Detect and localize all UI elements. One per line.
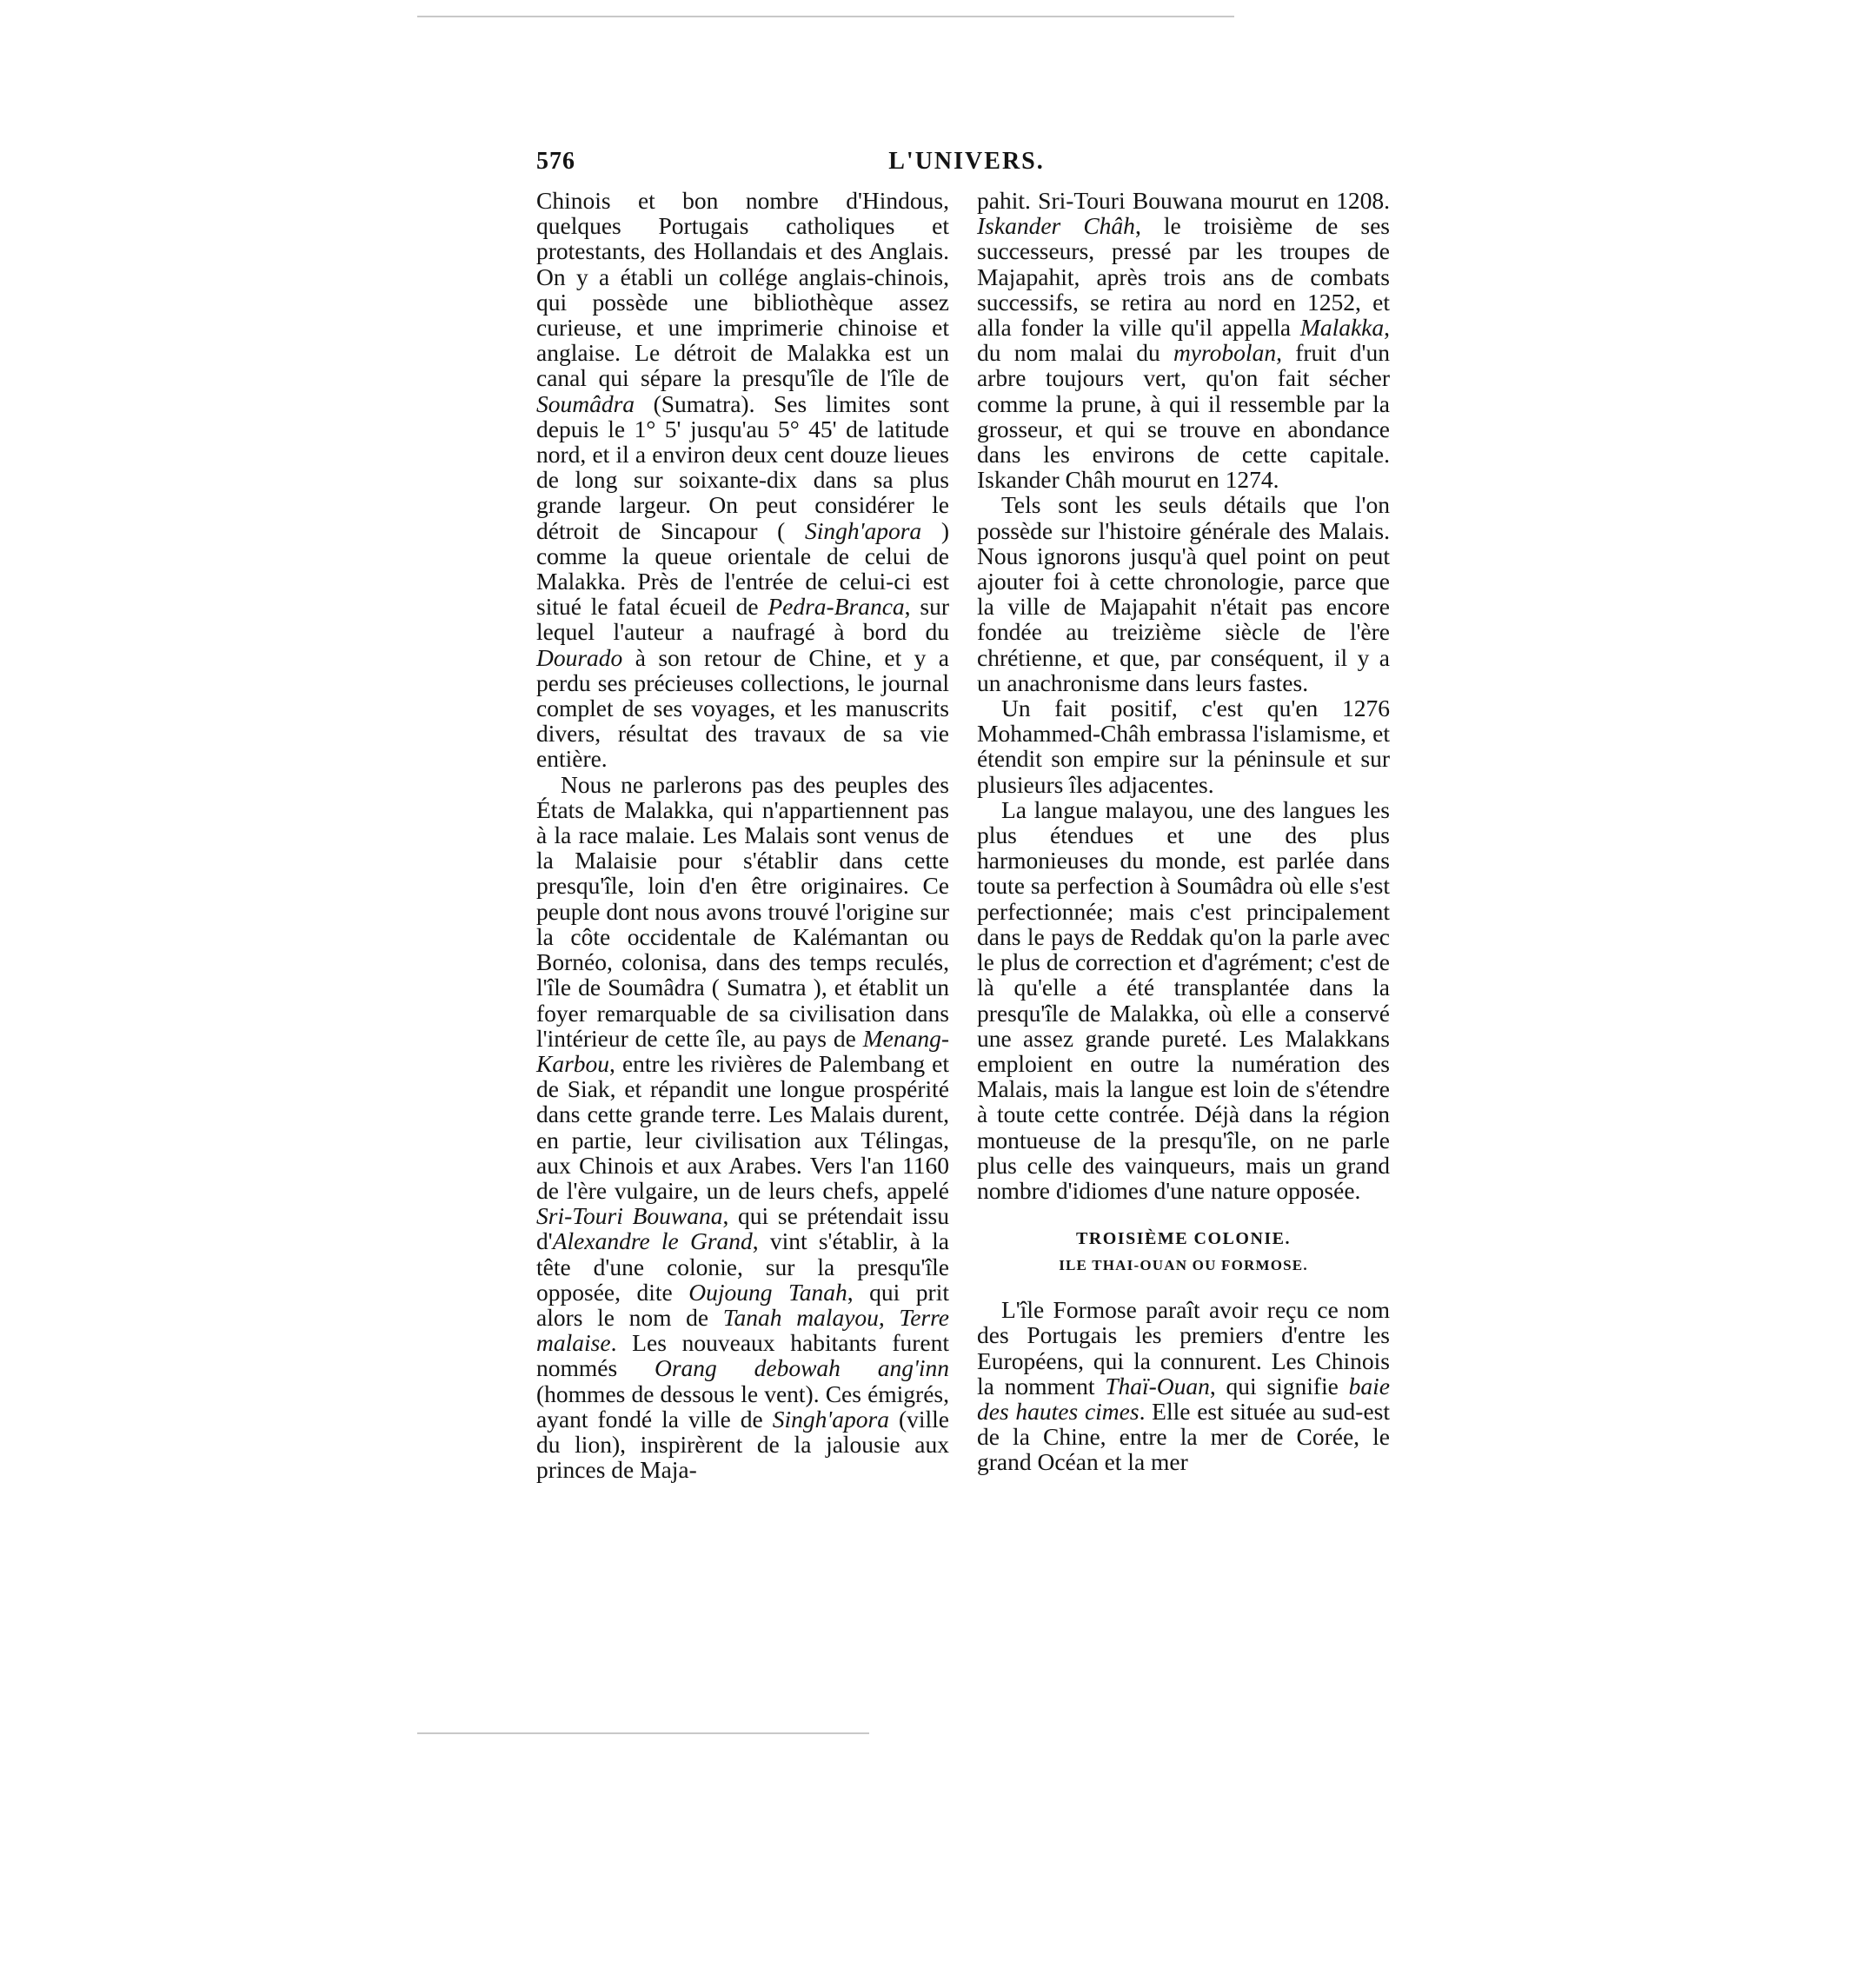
page-number: 576 (536, 148, 575, 175)
left-column (536, 188, 949, 1482)
paragraph: La langue malayou, une des langues les plus étendues et une des plus harmonieuses du monde, est parlée dans toute sa perfection à Soumâdra où elle s'est perfectionnée; mais c'est principalement dans le pays de Reddak qu'on la parle avec le plus de correction et d'agrément; c'est de là qu'elle a été transplantée dans la presqu'île de Malakka, où elle a conservé une assez grande pureté. Les Malakkans emploient en outre la numération des Malais, mais la langue est loin de s'étendre à toute cette contrée. Déjà dans la région montueuse de la presqu'île, on ne parle plus celle des vainqueurs, mais un grand nombre d'idiomes d'une nature opposée. (977, 795, 1390, 1204)
paragraph: pahit. Sri-Touri Bouwana mourut en 1208. Iskander Châh, le troisième de ses successeurs, pressé par les troupes de Majapahit, après trois ans de combats successifs, se retira au nord en 1252, et alla fonder la ville qu'il appella Malakka, du nom malai du myrobolan, fruit d'un arbre toujours vert, qu'on fait sécher comme la prune, à qui il ressemble par la grosseur, et qui se trouve en abondance dans les environs de cette capitale. Iskander Châh mourut en 1274. (977, 187, 1390, 494)
paragraph: Un fait positif, c'est qu'en 1276 Mohammed-Châh embrassa l'islamisme, et étendit son empire sur la péninsule et sur plusieurs îles adjacentes. (977, 695, 1390, 798)
paragraph: Tels sont les seuls détails que l'on possède sur l'histoire générale des Malais. Nous ignorons jusqu'à quel point on peut ajouter foi à cette chronologie, parce que la ville de Majapahit n'était pas encore fondée au treizième siècle de l'ère chrétienne, et que, par conséquent, il y a un anachronisme dans leurs fastes. (977, 491, 1390, 696)
running-title: L'UNIVERS. (888, 148, 1045, 175)
scan-artifact-top (417, 16, 1234, 17)
paragraph: Nous ne parlerons pas des peuples des États de Malakka, qui n'appartiennent pas à la race malaie. Les Malais sont venus de la Malaisie pour s'établir dans cette presqu'île, loin d'en être originaires. Ce peuple dont nous avons trouvé l'origine sur la côte occidentale de Kalémantan ou Bornéo, colonisa, dans des temps reculés, l'île de Soumâdra ( Sumatra ), et établit un foyer remarquable de sa civilisation dans l'intérieur de cette île, au pays de Menang-Karbou, entre les rivières de Palembang et de Siak, et répandit une longue prospérité dans cette grande terre. Les Malais durent, en partie, leur civilisation aux Télingas, aux Chinois et aux Arabes. Vers l'an 1160 de l'ère vulgaire, un de leurs chefs, appelé Sri-Touri Bouwana, qui se prétendait issu d'Alexandre le Grand, vint s'établir, à la tête d'une colonie, sur la presqu'île opposée, dite Oujoung Tanah, qui prit alors le nom de Tanah malayou, Terre malaise. Les nouveaux habitants furent nommés Orang debowah ang'inn (hommes de dessous le vent). Ces émigrés, ayant fondé la ville de Singh'apora (ville du lion), inspirèrent de la jalousie aux princes de Maja- (536, 770, 949, 1484)
section-subheading: ILE THAI-OUAN OU FORMOSE. (1059, 1257, 1308, 1274)
scan-artifact-bottom (417, 1732, 869, 1734)
right-column (977, 188, 1390, 1475)
paragraph: Chinois et bon nombre d'Hindous, quelques Portugais catholiques et protestants, des Hollandais et des Anglais. On y a établi un collége anglais-chinois, qui possède une bibliothèque assez curieuse, et une imprimerie chinoise et anglaise. Le détroit de Malakka est un canal qui sépare la presqu'île de l'île de Soumâdra (Sumatra). Ses limites sont depuis le 1° 5' jusqu'au 5° 45' de latitude nord, et il a environ deux cent douze lieues de long sur soixante-dix dans sa plus grande largeur. On peut considérer le détroit de Sincapour ( Singh'apora ) comme la queue orientale de celui de Malakka. Près de l'entrée de celui-ci est situé le fatal écueil de Pedra-Branca, sur lequel l'auteur a naufragé à bord du Dourado à son retour de Chine, et y a perdu ses précieuses collections, le journal complet de ses voyages, et les manuscrits divers, résultat des travaux de sa vie entière. (536, 187, 949, 773)
page-header (536, 148, 1397, 183)
section-heading: TROISIÈME COLONIE. (1075, 1229, 1292, 1249)
paragraph: L'île Formose paraît avoir reçu ce nom des Portugais les premiers d'entre les Européens, qui la connurent. Les Chinois la nomment Thaï-Ouan, qui signifie baie des hautes cimes. Elle est située au sud-est de la Chine, entre la mer de Corée, le grand Océan et la mer (977, 1296, 1390, 1476)
